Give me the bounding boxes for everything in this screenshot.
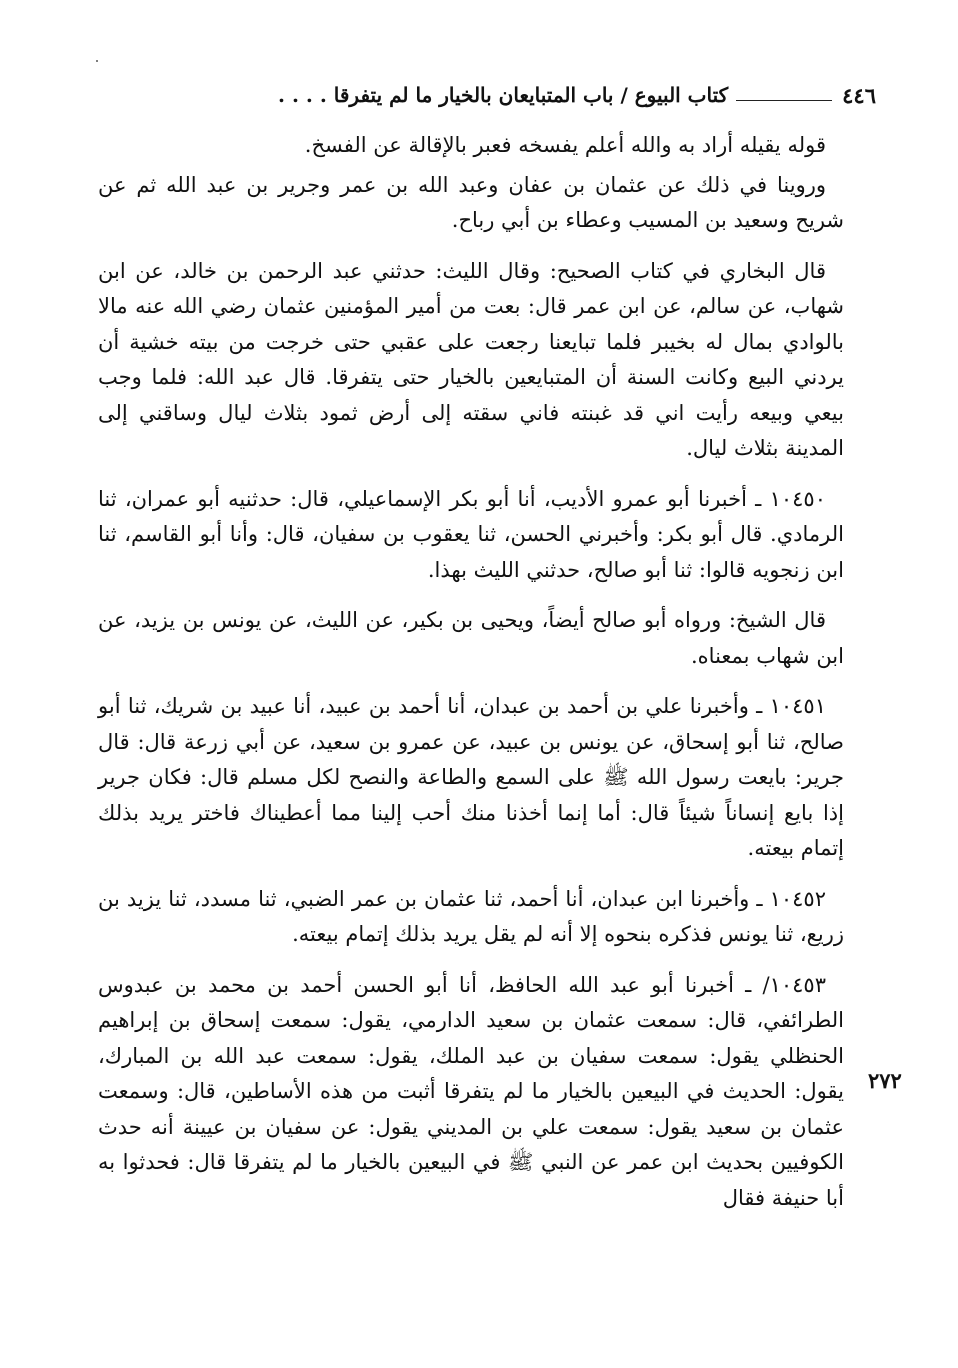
- hadith-10451: ١٠٤٥١ ـ وأخبرنا علي بن أحمد بن عبدان، أنا أحمد بن عبيد، أنا عبيد بن شريك، ثنا أبو صالح، ثنا أبو إسحاق، عن يونس بن عبيد، عن عمرو بن سعيد، عن أبي زرعة قال: قال جرير: بايعت رسول الله ﷺ على السمع والطاعة والنصح لكل مسلم قال: فكان جرير إذا بايع إنساناً شيئاً قال: أما إنما أخذنا منك أحب إلينا مما أعطيناك فاختر يريد بذلك إتمام بيعته.: [98, 694, 844, 860]
- page-body: [98, 128, 844, 1216]
- paragraph-3: قال البخاري في كتاب الصحيح: وقال الليث: حدثني عبد الرحمن بن خالد، عن ابن شهاب، عن سالم، عن ابن عمر قال: بعت من أمير المؤمنين عثمان رضي الله عنه مالا بالوادي بمال له بخيبر فلما تبايعنا رجعت على عقبي حتى خرجت من بيته خشية أن يردني البيع وكانت السنة أن المتبايعين بالخيار حتى يتفرقا. قال عبد الله: فلما وجب بيعي وبيعه رأيت اني قد غبنته فاني سقته إلى أرض ثمود بثلاث ليال وساقني إلى المدينة بثلاث ليال.: [98, 258, 844, 460]
- paragraph-2: وروينا في ذلك عن عثمان بن عفان وعبد الله بن عمر وجرير بن عبد الله ثم عن شريح وسعيد بن المسيب وعطاء بن أبي رباح.: [98, 172, 844, 232]
- hadith-10450: ١٠٤٥٠ ـ أخبرنا أبو عمرو الأديب، أنا أبو بكر الإسماعيلي، قال: حدثنيه أبو عمران، ثنا الرمادي. قال أبو بكر: وأخبرني الحسن، ثنا يعقوب بن سفيان، قال: وأنا أبو القاسم، ثنا ابن زنجويه قالوا: ثنا أبو صالح، حدثني الليث بهذا.: [98, 486, 844, 582]
- scan-speck: [96, 60, 98, 62]
- paragraph-shaykh: قال الشيخ: ورواه أبو صالح أيضاً، ويحيى بن بكير، عن الليث، عن يونس بن يزيد، عن ابن شهاب بمعناه.: [98, 608, 844, 668]
- running-header: [96, 78, 876, 112]
- page-number: ٤٤٦: [842, 82, 876, 108]
- header-title: كتاب البيوع / باب المتبايعان بالخيار ما لم يتفرقا . . . .: [278, 83, 729, 107]
- paragraph-1: قوله يقيله أراد به والله أعلم يفسخه فعبر بالإقالة عن الفسخ.: [304, 133, 826, 157]
- margin-reference-number: ٢٧٢: [868, 1068, 902, 1093]
- hadith-10453: ١٠٤٥٣/ ـ أخبرنا أبو عبد الله الحافظ، أنا أبو الحسن أحمد بن محمد بن عبدوس الطرائفي، قال: سمعت عثمان بن سعيد الدارمي، يقول: سمعت إسحاق بن إبراهيم الحنظلي يقول: سمعت سفيان بن عبد الملك، يقول: سمعت عبد الله بن المبارك، يقول: الحديث في البيعين بالخيار ما لم يتفرقا أثبت من هذه الأساطين، قال: وسمعت عثمان بن سعيد يقول: سمعت علي بن المديني يقول: عن سفيان بن عيينة أنه حدث الكوفيين بحديث ابن عمر عن النبي ﷺ في البيعين بالخيار ما لم يتفرقا قال: فحدثوا به أبا حنيفة فقال: [98, 972, 844, 1210]
- hadith-10452: ١٠٤٥٢ ـ وأخبرنا ابن عبدان، أنا أحمد، ثنا عثمان بن عمر الضبي، ثنا مسدد، ثنا يزيد بن زريع، ثنا يونس فذكره بنحوه إلا أنه لم يقل يريد بذلك إتمام بيعته.: [98, 886, 844, 946]
- header-rule: [736, 100, 832, 101]
